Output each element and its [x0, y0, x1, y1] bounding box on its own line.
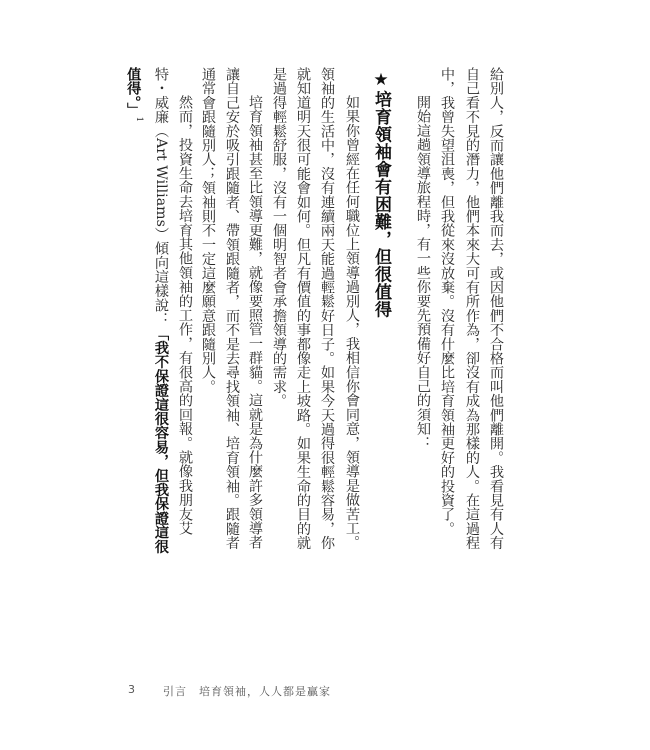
heading-text: 培育領袖會有困難，但很值得	[371, 90, 391, 318]
text-column: 自己看不見的潛力，他們本來大可有所作為，卻沒有成為那樣的人。在這過程	[464, 67, 480, 550]
page-number: 3	[128, 683, 135, 696]
text-column: 讓自己安於吸引跟隨者、帶領跟隨者，而不是去尋找領袖、培育領袖。跟隨者	[224, 67, 240, 550]
quote-attribution: 特・威廉（Art Williams）傾向這樣說：	[153, 67, 169, 327]
star-icon: ★	[371, 70, 391, 91]
quote-column	[127, 67, 151, 122]
text-column: 如果你曾經在任何職位上領導過別人，我相信你會同意，領導是做苦工。	[344, 95, 360, 550]
text-column: 中，我曾失望沮喪，但我從來沒放棄。沒有什麼比培育領袖更好的投資了。	[439, 67, 455, 536]
text-column: 通常會跟隨別人；領袖則不一定這麼願意跟隨別人。	[200, 67, 216, 394]
text-column: 然而，投資生命去培育其他領袖的工作，有很高的回報。就像我朋友艾	[177, 95, 193, 536]
text-column: 是過得輕鬆舒服，沒有一個明智者會承擔領導的需求。	[271, 67, 287, 408]
text-column: 給別人，反而讓他們離我而去，或因他們不合格而叫他們離開。我看見有人有	[488, 67, 504, 550]
section-heading	[368, 70, 394, 318]
text-column: 開始這趟領導旅程時，有一些你要先預備好自己的須知：	[415, 95, 431, 450]
text-column: 培育領袖甚至比領導更難，就像要照管一群貓。這就是為什麼許多領導者	[247, 95, 263, 550]
running-head: 引言 培育領袖，人人都是贏家	[163, 685, 331, 698]
quote-text-end: 值得。」	[125, 67, 142, 117]
footnote-marker[interactable]: 1	[135, 116, 144, 122]
quote-text: 「我不保證這很容易，但我保證這很	[153, 326, 169, 554]
text-column: 領袖的生活中，沒有連續兩天能過輕鬆好日子。如果今天過得很輕鬆容易，你	[319, 67, 335, 550]
quote-column	[149, 67, 173, 554]
text-column: 就知道明天很可能會如何。但凡有價值的事都像走上坡路。如果生命的目的就	[295, 67, 311, 550]
